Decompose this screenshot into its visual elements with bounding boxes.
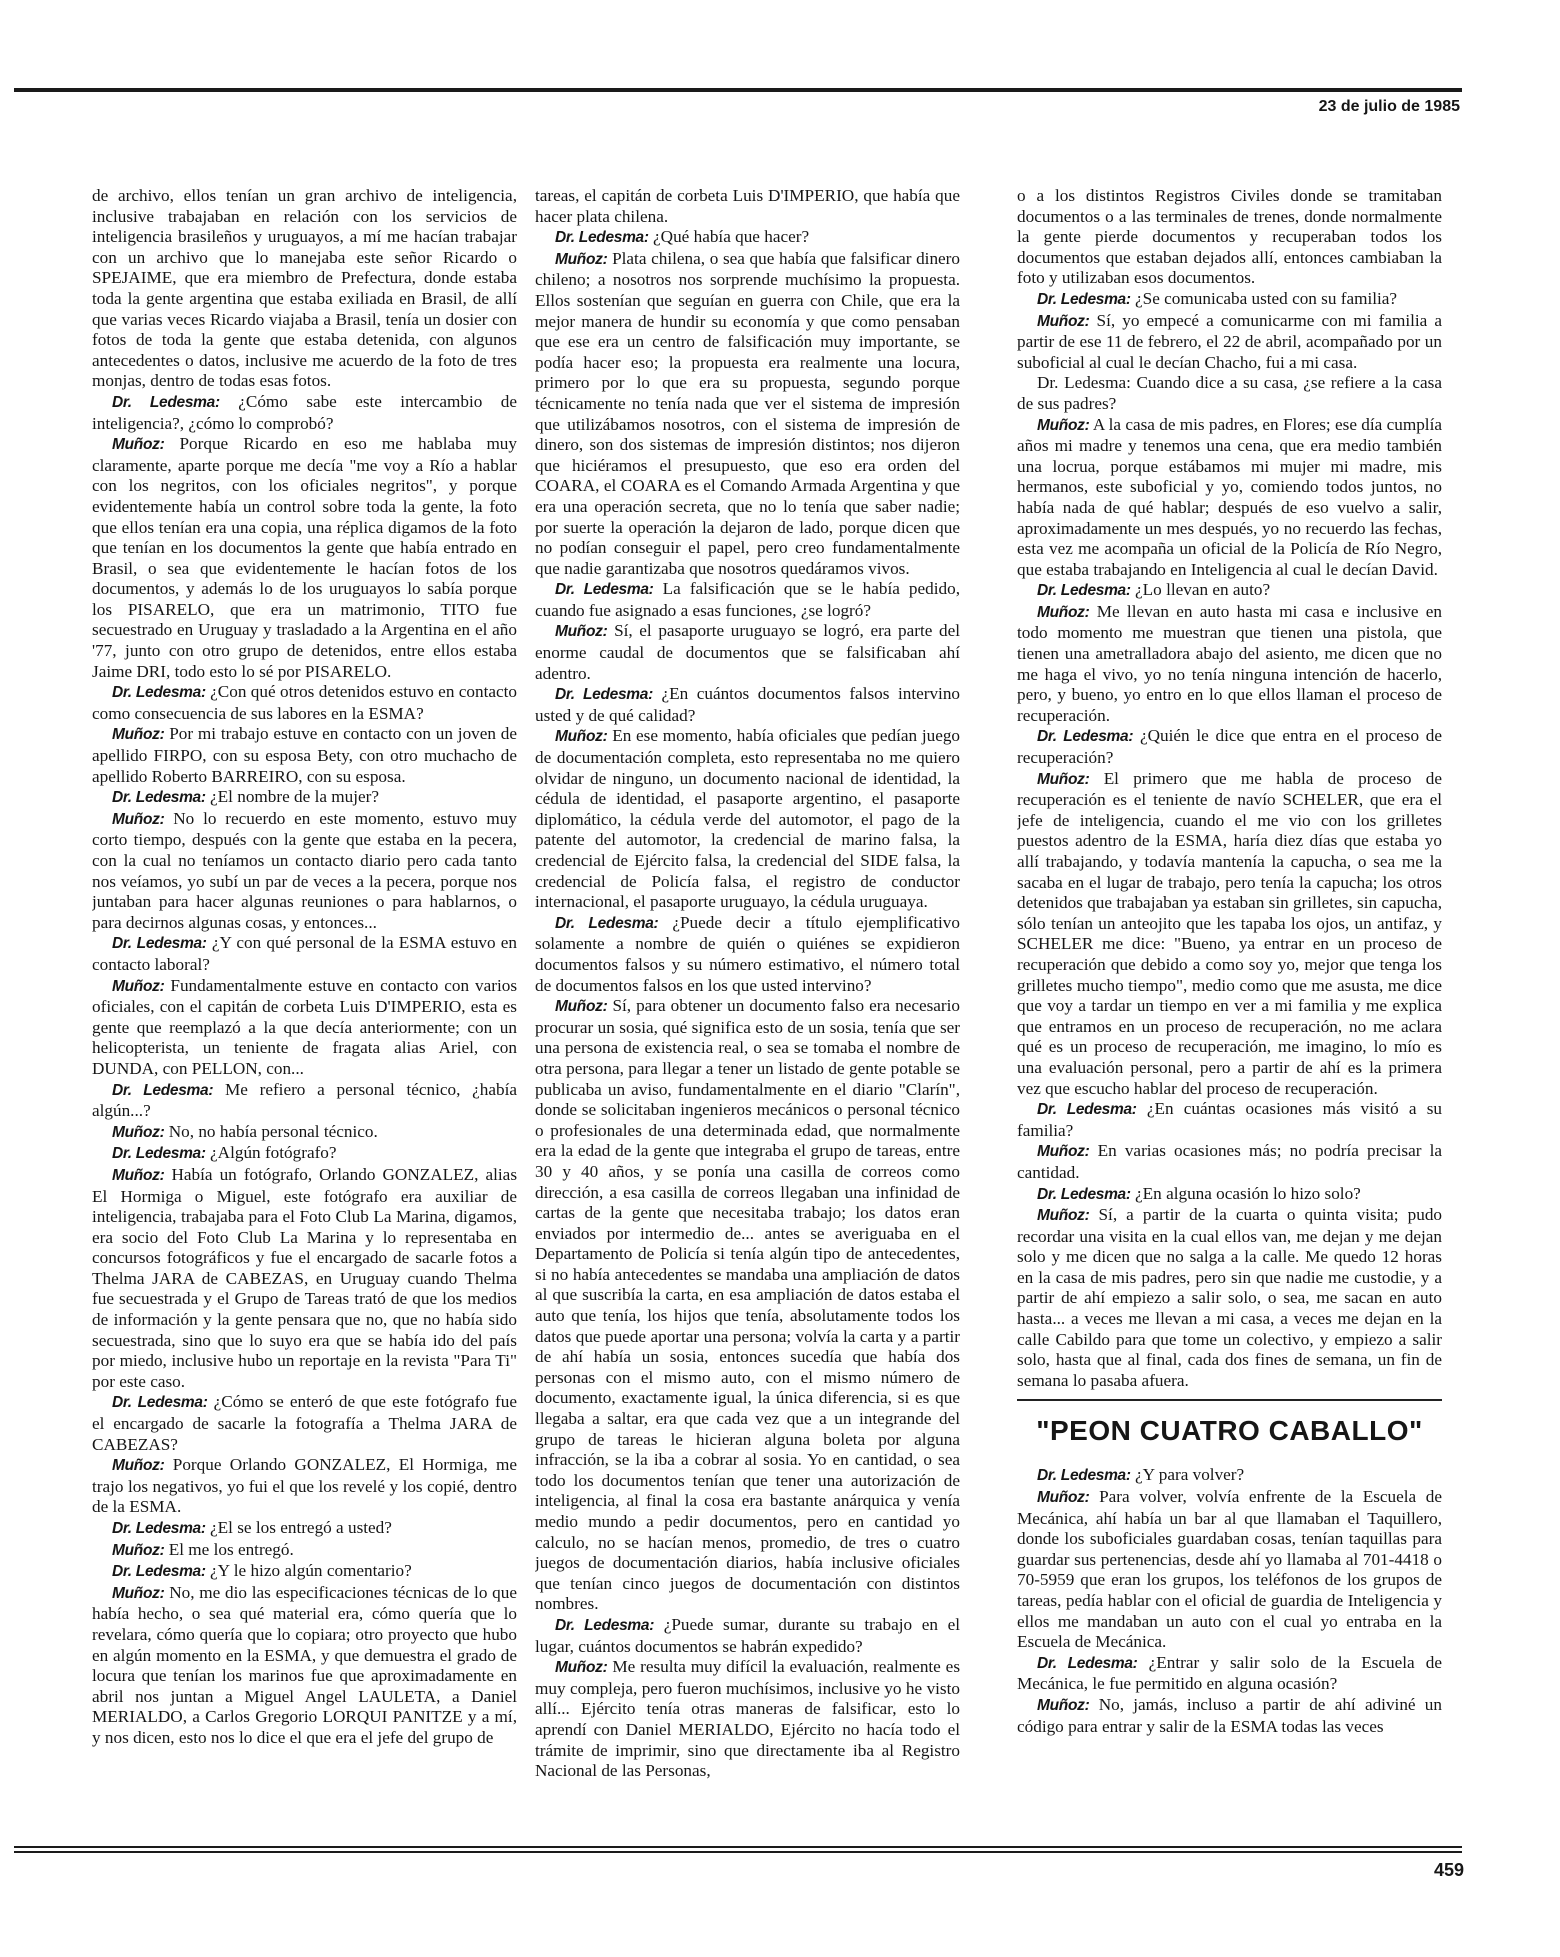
paragraph bbox=[92, 1122, 517, 1144]
paragraph-text: ¿El nombre de la mujer? bbox=[210, 787, 379, 807]
speaker-label: Muñoz: bbox=[112, 810, 165, 828]
paragraph bbox=[92, 1583, 517, 1749]
paragraph-text: La falsificación que se le había pedido, cuando fue asignado a esas funciones, ¿se logró? bbox=[535, 579, 960, 620]
column-3 bbox=[1017, 186, 1442, 1821]
paragraph bbox=[1017, 1099, 1442, 1141]
paragraph bbox=[535, 186, 960, 227]
paragraph-text: ¿Cómo se enteró de que este fotógrafo fue el encargado de sacarle la fotografía a Thelma JARA de CABEZAS? bbox=[92, 1392, 517, 1454]
paragraph-text: Por mi trabajo estuve en contacto con un joven de apellido FIRPO, con su esposa Bety, con otro muchacho de apellido Roberto BARREIRO, con su esposa. bbox=[92, 724, 517, 786]
speaker-label: Muñoz: bbox=[555, 728, 608, 746]
paragraph-text: Sí, yo empecé a comunicarme con mi familia a partir de ese 11 de febrero, el 22 de abril, acompañado por un suboficial al cual le decían Chacho, fui a mi casa. bbox=[1017, 310, 1442, 372]
paragraph bbox=[92, 392, 517, 434]
paragraph-text: de archivo, ellos tenían un gran archivo de inteligencia, inclusive trabajaban en relación con los servicios de inteligencia brasileños y uruguayos, a mí me hacían trabajar con un archivo que lo manejaba este señor Ricardo o SPEJAIME, que era miembro de Prefectura, donde estaba toda la gente argentina que estaba exiliada en Brasil, de allí que varias veces Ricardo viajaba a Brasil, tenía un dosier con fotos de toda la gente que estaba detenida, con algunos antecedentes o datos, inclusive me acuerdo de la foto de tres monjas, dentro de todas esas fotos. bbox=[92, 186, 517, 391]
paragraph-text: ¿En cuántas ocasiones más visitó a su familia? bbox=[1017, 1099, 1442, 1140]
paragraph bbox=[92, 434, 517, 682]
speaker-label: Dr. Ledesma: bbox=[1037, 1101, 1137, 1119]
speaker-label: Muñoz: bbox=[1037, 416, 1090, 434]
paragraph-text: o a los distintos Registros Civiles donde se tramitaban documentos o a las terminales de trenes, donde normalmente la gente pierde documentos y recuperaban todos los documentos que estaban dejados allí, entonces cambiaban la foto y utilizaban esos documentos. bbox=[1017, 186, 1442, 288]
paragraph bbox=[1017, 1465, 1442, 1487]
section-rule bbox=[1017, 1399, 1442, 1401]
paragraph bbox=[535, 996, 960, 1615]
paragraph bbox=[535, 621, 960, 684]
bottom-rule-thin bbox=[14, 1851, 1462, 1853]
paragraph-text: Había un fotógrafo, Orlando GONZALEZ, alias El Hormiga o Miguel, este fotógrafo era auxiliar de inteligencia, trabajaba para el Foto Club La Marina, digamos, era socio del Foto Club La Marina y lo representaba en concursos fotográficos y fue el encargado de sacarle fotos a Thelma JARA de CABEZAS, en Uruguay cuando Thelma fue secuestrada y el Grupo de Tareas trató de que los medios de información y la gente pensara que no, que no había sido secuestrada, sino que lo suyo era que se había ido del país por miedo, inclusive hubo un reportaje en la revista "Para Ti" por este caso. bbox=[92, 1164, 517, 1391]
paragraph bbox=[535, 1615, 960, 1657]
speaker-label: Dr. Ledesma: bbox=[112, 1081, 214, 1099]
paragraph-text: A la casa de mis padres, en Flores; ese día cumplía años mi madre y tenemos una cena, que era medio también una locrua, porque estábamos mi mujer mi madre, mis hermanos, este suboficial y yo, comiendo todos juntos, no había nada de qué hablar; después de eso vuelvo a salir, aproximadamente un mes después, yo no recuerdo las fechas, esta vez me acompaña un oficial de la Policía de Río Negro, que estaba trabajando en Inteligencia al cual le decían David. bbox=[1017, 414, 1442, 579]
paragraph-text: No, me dio las especificaciones técnicas de lo que había hecho, o sea qué material era, cómo quería que lo revelara, cómo quería que lo copiara; otro proyecto que hubo en algún momento en la ESMA, y que demuestra el grado de locura que tenían los marinos fue que aproximadamente en abril nos juntan a Miguel Angel LAULETA, a Daniel MERIALDO, a Carlos Gregorio LORQUI PANITZE y a mí, y nos dicen, esto nos lo dice el que era el jefe del grupo de bbox=[92, 1582, 517, 1747]
speaker-label: Muñoz: bbox=[1037, 1207, 1090, 1225]
speaker-label: Dr. Ledesma: bbox=[112, 789, 206, 807]
speaker-label: Dr. Ledesma: bbox=[555, 581, 654, 599]
paragraph bbox=[535, 227, 960, 249]
paragraph bbox=[92, 724, 517, 787]
paragraph-text: No, no había personal técnico. bbox=[168, 1121, 378, 1141]
page-date: 23 de julio de 1985 bbox=[1318, 98, 1460, 115]
paragraph-text: ¿Qué había que hacer? bbox=[653, 227, 810, 247]
speaker-label: Muñoz: bbox=[555, 998, 608, 1016]
paragraph bbox=[92, 1392, 517, 1455]
paragraph bbox=[1017, 726, 1442, 768]
speaker-label: Muñoz: bbox=[112, 1541, 165, 1559]
speaker-label: Dr. Ledesma: bbox=[555, 914, 659, 932]
paragraph bbox=[1017, 580, 1442, 602]
top-rule bbox=[14, 88, 1462, 92]
speaker-label: Dr. Ledesma: bbox=[112, 1145, 206, 1163]
paragraph bbox=[92, 1165, 517, 1393]
paragraph-text: En varias ocasiones más; no podría precisar la cantidad. bbox=[1017, 1141, 1442, 1182]
speaker-label: Muñoz: bbox=[112, 977, 165, 995]
paragraph-text: ¿En cuántos documentos falsos intervino usted y de qué calidad? bbox=[535, 684, 960, 725]
paragraph bbox=[92, 1561, 517, 1583]
column-1 bbox=[92, 186, 517, 1821]
bottom-rule bbox=[14, 1846, 1462, 1848]
paragraph-text: Me refiero a personal técnico, ¿había algún...? bbox=[92, 1079, 517, 1121]
paragraph-text: Plata chilena, o sea que había que falsificar dinero chileno; a nosotros nos sorprende muchísimo la propuesta. Ellos sostenían que seguían en guerra con Chile, que era la mejor manera de hundir su economía y que como pensaban que ese era un centro de falsificación muy importante, se podía hacer eso; la propuesta era realmente una locura, primero por lo que era su propuesta, segundo porque técnicamente no tenía nada que ver el sistema de impresión que utilizábamos nosotros, con el sistema de impresión de dinero, son dos sistemas de impresión distintos; nos dijeron que hiciéramos el presupuesto, que eso era orden del COARA, el COARA es el Comando Armada Argentina y que era una operación secreta, que no lo tenía que saber nadie; por suerte la operación la dejaron de lado, porque dicen que no podían conseguir el papel, pero creo fundamentalmente que nadie garantizaba que nosotros quedáramos vivos. bbox=[535, 248, 960, 578]
speaker-label: Muñoz: bbox=[112, 1584, 165, 1602]
paragraph bbox=[92, 186, 517, 392]
paragraph bbox=[92, 1143, 517, 1165]
section-title: "PEON CUATRO CABALLO" bbox=[1036, 1415, 1423, 1447]
paragraph-text: ¿Y con qué personal de la ESMA estuvo en contacto laboral? bbox=[92, 933, 517, 974]
paragraph-text: Sí, el pasaporte uruguayo se logró, era parte del enorme caudal de documentos que se falsificaban ahí adentro. bbox=[535, 621, 960, 683]
speaker-label: Dr. Ledesma: bbox=[112, 1563, 206, 1581]
speaker-label: Muñoz: bbox=[555, 1659, 608, 1677]
paragraph bbox=[1017, 311, 1442, 374]
speaker-label: Dr. Ledesma: bbox=[112, 684, 206, 702]
speaker-label: Dr. Ledesma: bbox=[555, 1616, 655, 1634]
paragraph bbox=[1017, 373, 1442, 414]
speaker-label: Muñoz: bbox=[1037, 312, 1090, 330]
paragraph bbox=[1017, 1487, 1442, 1653]
paragraph-text: En ese momento, había oficiales que pedían juego de documentación completa, esto representaba no me quiero olvidar de ninguno, un documento nacional de identidad, la cédula de identidad, el pasaporte argentino, el pasaporte diplomático, la cédula verde del automotor, el pago de la patente del automotor, la credencial de marino falsa, la credencial de Ejército falsa, la credencial del SIDE falsa, la credencial de Policía falsa, el registro de conductor internacional, el pasaporte uruguayo, la cédula uruguaya. bbox=[535, 726, 960, 912]
paragraph bbox=[1017, 1205, 1442, 1391]
paragraph bbox=[535, 684, 960, 726]
paragraph-text: ¿Algún fotógrafo? bbox=[210, 1143, 337, 1163]
paragraph bbox=[92, 787, 517, 809]
paragraph-text: El me los entregó. bbox=[168, 1539, 294, 1559]
paragraph bbox=[1017, 186, 1442, 289]
paragraph bbox=[92, 976, 517, 1080]
paragraph bbox=[535, 726, 960, 912]
speaker-label: Dr. Ledesma: bbox=[1037, 582, 1131, 600]
paragraph bbox=[92, 1518, 517, 1540]
paragraph-text: Para volver, volvía enfrente de la Escuela de Mecánica, ahí había un bar al que llamaban el Taquillero, donde los suboficiales guardaban cosas, tenían taquillas para guardar sus pertenencias, desde ahí yo llamaba al 701-4418 o 70-5959 que eran los grupos, los teléfonos de los grupos de tareas, pedía hablar con el oficial de guardia de Inteligencia y ellos me mandaban un auto con el cual yo entraba en la Escuela de Mecánica. bbox=[1017, 1487, 1442, 1652]
paragraph-text: ¿Se comunicaba usted con su familia? bbox=[1135, 288, 1398, 308]
paragraph bbox=[535, 1657, 960, 1782]
paragraph-text: ¿En alguna ocasión lo hizo solo? bbox=[1135, 1183, 1361, 1203]
paragraph bbox=[1017, 289, 1442, 311]
paragraph-text: tareas, el capitán de corbeta Luis D'IMPERIO, que había que hacer plata chilena. bbox=[535, 186, 960, 226]
paragraph-text: Porque Orlando GONZALEZ, El Hormiga, me trajo los negativos, yo fui el que los revelé y los copié, dentro de la ESMA. bbox=[92, 1455, 517, 1517]
paragraph bbox=[1017, 1695, 1442, 1737]
paragraph-text: El primero que me habla de proceso de recuperación es el teniente de navío SCHELER, que era el jefe de inteligencia, cuando el me vio con los grilletes puestos adentro de la ESMA, haría diez días que estaba yo allí trabajando, y todavía mantenía la capucha, o sea me la sacaba en el lugar de trabajo, pero tenía la capucha; los otros detenidos que trabajaban ya estaban sin grilletes, sin capucha, sólo tenían un anteojito que les tapaba los ojos, un antifaz, y SCHELER me dice: "Bueno, ya entrar en un proceso de recuperación que debido a como soy yo, mejor que tenga los grilletes mucho tiempo", medio como que me asusta, me dice que voy a tardar un tiempo en ver a mi familia y me explica que entramos en un proceso de recuperación, no me aclara qué es un proceso de recuperación, me imagino, lo mío es una evaluación personal, pero a partir de ahí es la primera vez que escucho hablar del proceso de recuperación. bbox=[1017, 768, 1442, 1098]
paragraph bbox=[1017, 602, 1442, 727]
paragraph bbox=[1017, 1184, 1442, 1206]
speaker-label: Muñoz: bbox=[1037, 1696, 1090, 1714]
paragraph bbox=[1017, 415, 1442, 581]
paragraph-text: No lo recuerdo en este momento, estuvo muy corto tiempo, después con la gente que estaba en la pecera, con la cual no teníamos un contacto diario pero cada tanto nos veíamos, yo subí un par de veces a la pecera, porque nos juntaban para hacer algunas reuniones o para hablarnos, o para decirnos algunas cosas, y entonces... bbox=[92, 808, 517, 932]
speaker-label: Muñoz: bbox=[1037, 603, 1090, 621]
paragraph-text: ¿Entrar y salir solo de la Escuela de Mecánica, le fue permitido en alguna ocasión? bbox=[1017, 1652, 1442, 1694]
paragraph bbox=[1017, 769, 1442, 1100]
paragraph bbox=[92, 1080, 517, 1122]
paragraph bbox=[535, 913, 960, 996]
paragraph bbox=[92, 682, 517, 724]
speaker-label: Dr. Ledesma: bbox=[1037, 1467, 1131, 1485]
speaker-label: Dr. Ledesma: bbox=[112, 1394, 208, 1412]
paragraph bbox=[1017, 1653, 1442, 1695]
paragraph-text: No, jamás, incluso a partir de ahí adiviné un código para entrar y salir de la ESMA todas las veces bbox=[1017, 1694, 1442, 1736]
paragraph-text: Porque Ricardo en eso me hablaba muy claramente, aparte porque me decía "me voy a Río a hablar con los negritos, con los oficiales negritos", y porque evidentemente había un control sobre toda la gente, la foto que ellos tenían era una copia, una réplica digamos de la foto que tenían en los documentos la gente que había entrado en Brasil, o sea que evidentemente le hacían fotos de los documentos, y además lo de los uruguayos lo sabía porque los PISARELO, que era un matrimonio, TITO fue secuestrado en Uruguay y trasladado a la Argentina en el año '77, junto con otro grupo de detenidos, entre ellos estaba Jaime DRI, todo esto lo sé por PISARELO. bbox=[92, 434, 517, 681]
paragraph-text: ¿Puede decir a título ejemplificativo solamente a nombre de quién o quiénes se expidieron documentos falsos y su número estimativo, el número total de documentos falsos en los que usted intervino? bbox=[535, 912, 960, 995]
column-3-bottom bbox=[1017, 1465, 1442, 1737]
speaker-label: Muñoz: bbox=[1037, 1143, 1090, 1161]
paragraph bbox=[92, 933, 517, 975]
paragraph-text: ¿El se los entregó a usted? bbox=[210, 1518, 392, 1537]
paragraph-text: ¿Y para volver? bbox=[1135, 1465, 1245, 1485]
speaker-label: Muñoz: bbox=[555, 623, 608, 641]
paragraph-text: ¿Quién le dice que entra en el proceso de recuperación? bbox=[1017, 726, 1442, 768]
speaker-label: Muñoz: bbox=[1037, 1489, 1090, 1507]
paragraph-text: ¿Con qué otros detenidos estuvo en contacto como consecuencia de sus labores en la ESMA? bbox=[92, 682, 517, 723]
article-body bbox=[92, 186, 1466, 1821]
paragraph-text: ¿Lo llevan en auto? bbox=[1135, 580, 1271, 600]
speaker-label: Dr. Ledesma: bbox=[555, 229, 649, 247]
paragraph-text: Dr. Ledesma: Cuando dice a su casa, ¿se refiere a la casa de sus padres? bbox=[1017, 373, 1442, 413]
speaker-label: Dr. Ledesma: bbox=[112, 1520, 206, 1537]
speaker-label: Dr. Ledesma: bbox=[112, 393, 220, 411]
paragraph-text: ¿Puede sumar, durante su trabajo en el lugar, cuántos documentos se habrán expedido? bbox=[535, 1614, 960, 1656]
speaker-label: Muñoz: bbox=[112, 726, 165, 744]
speaker-label: Muñoz: bbox=[112, 1457, 165, 1475]
paragraph bbox=[535, 579, 960, 621]
paragraph-text: Fundamentalmente estuve en contacto con varios oficiales, con el capitán de corbeta Luis D'IMPERIO, esta es gente que reemplazó a la que decía anteriormente; con un helicopterista, un teniente de fragata alias Ariel, con DUNDA, con PELLON, con... bbox=[92, 975, 517, 1078]
page-number: 459 bbox=[1433, 1860, 1464, 1880]
paragraph-text: Me llevan en auto hasta mi casa e inclusive en todo momento me muestran que tienen una pistola, que tienen una ametralladora abajo del asiento, me dicen que no me haga el vivo, yo no tenía ninguna intención de hacerlo, pero, y bueno, yo entro en lo que ellos llaman el proceso de recuperación. bbox=[1017, 601, 1442, 725]
speaker-label: Dr. Ledesma: bbox=[112, 935, 207, 953]
speaker-label: Muñoz: bbox=[112, 1166, 165, 1184]
column-3-top bbox=[1017, 186, 1442, 1391]
paragraph bbox=[1017, 1141, 1442, 1183]
speaker-label: Muñoz: bbox=[112, 436, 165, 454]
speaker-label: Muñoz: bbox=[555, 250, 608, 268]
speaker-label: Muñoz: bbox=[1037, 770, 1090, 788]
paragraph-text: Sí, para obtener un documento falso era necesario procurar un sosia, qué significa esto de un sosia, tenía que ser una persona de existencia real, o sea se tomaba el nombre de otra persona, para llegar a tener un listado de gente potable se publicaba un aviso, fundamentalmente en el diario "Clarín", donde se solicitaban ingenieros mecánicos o personal técnico o profesionales de una determinada edad, que normalmente era la edad de la gente que integraba el grupo de tareas, entre 30 y 40 años, y se ponía una casilla de correos como dirección, a esa casilla de correos llegaban una infinidad de cartas de la gente que necesitaba trabajo; los datos eran enviados por intermedio de... antes se averiguaba en el Departamento de Policía si tenía algún tipo de antecedentes, si no había antecedentes se mandaba una ampliación de datos al que suscribía la carta, en esa ampliación de datos estaba el auto que tenía, los hijos que tenía, absolutamente todos los datos que puede aportar una persona; volvía la carta y a partir de ahí había un sosia, entonces sucedía que había dos personas con el mismo auto, con el mismo número de documento, exactamente igual, la única diferencia, si es que llegaba a saltar, era que cada vez que a un integrande del grupo de tareas le hicieran alguna boleta por alguna infracción, se la iba a cobrar al sosia. Yo en cantidad, o sea todo los documentos tenían que tener una autorización de inteligencia, al final la cosa era bastante anárquica y venía medio mundo a pedir documentos, pero en cantidad yo calculo, no se hacían menos, promedio, de tres o cuatro juegos de documentación diarios, había inclusive oficiales que tenían cinco juegos de documentación con distintos nombres. bbox=[535, 996, 960, 1614]
paragraph bbox=[92, 1455, 517, 1518]
speaker-label: Dr. Ledesma: bbox=[1037, 728, 1134, 746]
paragraph-text: ¿Y le hizo algún comentario? bbox=[210, 1561, 412, 1581]
paragraph bbox=[535, 249, 960, 580]
paragraph-text: Sí, a partir de la cuarta o quinta visita; pudo recordar una visita en la cual ellos van, me dejan y me dejan solo y me dicen que no salga a la calle. Me quedo 12 horas en la casa de mis padres, pero sin que nadie me custodie, y a partir de ahí empiezo a salir solo, o sea, me sacan en auto hasta... a veces me llevan a mi casa, a veces me dejan en la calle Cabildo para que tome un colectivo, y empiezo a salir solo, hasta que al final, cada dos fines de semana, un fin de semana lo pasaba afuera. bbox=[1017, 1205, 1442, 1390]
speaker-label: Dr. Ledesma: bbox=[555, 686, 653, 704]
speaker-label: Dr. Ledesma: bbox=[1037, 1185, 1131, 1203]
paragraph-text: Me resulta muy difícil la evaluación, realmente es muy compleja, pero fueron muchísimos, inclusive yo he visto allí... Ejército tenía otras maneras de falsificar, esto lo aprendí con Daniel MERIALDO, Ejército no hacía todo el trámite de imprimir, sino que directamente iba al Registro Nacional de las Personas, bbox=[535, 1657, 960, 1781]
speaker-label: Muñoz: bbox=[112, 1123, 165, 1141]
column-2 bbox=[535, 186, 960, 1821]
paragraph bbox=[92, 1540, 517, 1562]
paragraph-text: ¿Cómo sabe este intercambio de inteligencia?, ¿cómo lo comprobó? bbox=[92, 391, 517, 433]
paragraph bbox=[92, 809, 517, 934]
speaker-label: Dr. Ledesma: bbox=[1037, 1654, 1138, 1672]
speaker-label: Dr. Ledesma: bbox=[1037, 290, 1131, 308]
